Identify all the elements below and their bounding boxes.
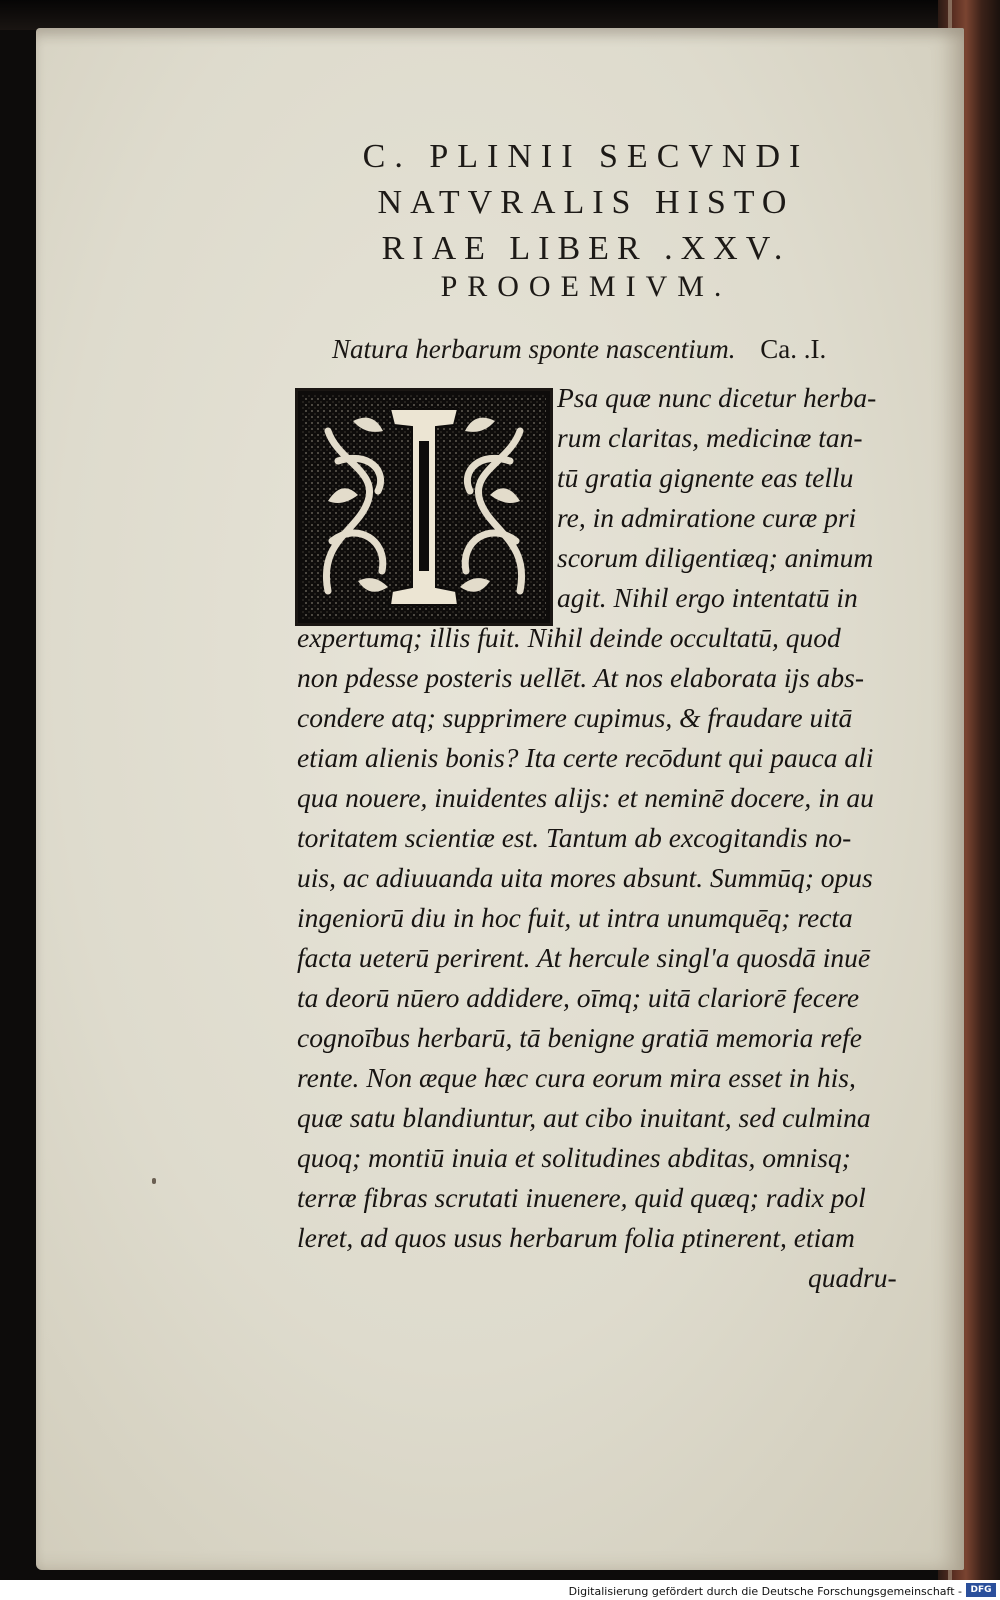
text-line: ta deorū nūero addidere, oīmq; uitā clariorē fecere [297, 982, 860, 1013]
text-line: expertumq; illis fuit. Nihil deinde occultatū, quod [297, 622, 841, 653]
text-line: rum claritas, medicinæ tan- [557, 422, 863, 453]
ornament-illustration [298, 391, 550, 623]
text-line: re, in admiratione curæ pri [557, 502, 857, 533]
text-line: uis, ac adiuuanda uita mores absunt. Summūq; opus [297, 862, 873, 893]
text-line: facta ueterū perirent. At hercule singl'a quosdā inuē [297, 942, 871, 973]
paper-speck [152, 1178, 156, 1184]
dfg-logo: DFG [966, 1583, 996, 1597]
section-heading: PROOEMIVM. [440, 270, 732, 303]
chapter-heading [332, 334, 912, 365]
text-line: quæ satu blandiuntur, aut cibo inuitant, sed culmina [297, 1102, 871, 1133]
text-line: Psa quæ nunc dicetur herba- [557, 382, 877, 413]
text-line: leret, ad quos usus herbarum folia ptinerent, etiam [297, 1222, 855, 1253]
text-line: condere atq; supprimere cupimus, & fraudare uitā [297, 702, 853, 733]
text-line: toritatem scientiæ est. Tantum ab excogitandis no- [297, 822, 852, 853]
footer-credit: Digitalisierung gefördert durch die Deutsche Forschungsgemeinschaft - [568, 1585, 962, 1598]
title-line-3: RIAE LIBER .XXV. [381, 230, 791, 267]
footer-bar [0, 1580, 1000, 1600]
text-line: ingeniorū diu in hoc fuit, ut intra unumquēq; recta [297, 902, 853, 933]
title-line-1: C. PLINII SECVNDI [362, 138, 810, 175]
book-top-edge [0, 0, 1000, 30]
text-line: rente. Non æque hæc cura eorum mira esset in his, [297, 1062, 856, 1093]
text-line: terræ fibras scrutati inuenere, quid quæq; radix pol [297, 1182, 866, 1213]
text-line: tū gratia gignente eas tellu [557, 462, 854, 493]
text-line: quoq; montiū inuia et solitudines abditas, omnisq; [297, 1142, 851, 1173]
catchword: quadru- [808, 1262, 897, 1293]
text-line: non pdesse posteris uellēt. At nos elaborata ijs abs- [297, 662, 865, 693]
chapter-title: Natura herbarum sponte nascentium. [332, 334, 736, 364]
text-line: qua nouere, inuidentes alijs: et neminē docere, in au [297, 782, 874, 813]
text-line: cognoībus herbarū, tā benigne gratiā memoria refe [297, 1022, 862, 1053]
text-line: etiam alienis bonis? Ita certe recōdunt qui pauca ali [297, 742, 874, 773]
chapter-number: Ca. .I. [760, 334, 827, 364]
book-title [296, 134, 876, 272]
text-line: agit. Nihil ergo intentatū in [557, 582, 858, 613]
title-line-2: NATVRALIS HISTO [377, 184, 795, 221]
decorated-initial-i [295, 388, 553, 626]
text-line: scorum diligentiæq; animum [557, 542, 874, 573]
